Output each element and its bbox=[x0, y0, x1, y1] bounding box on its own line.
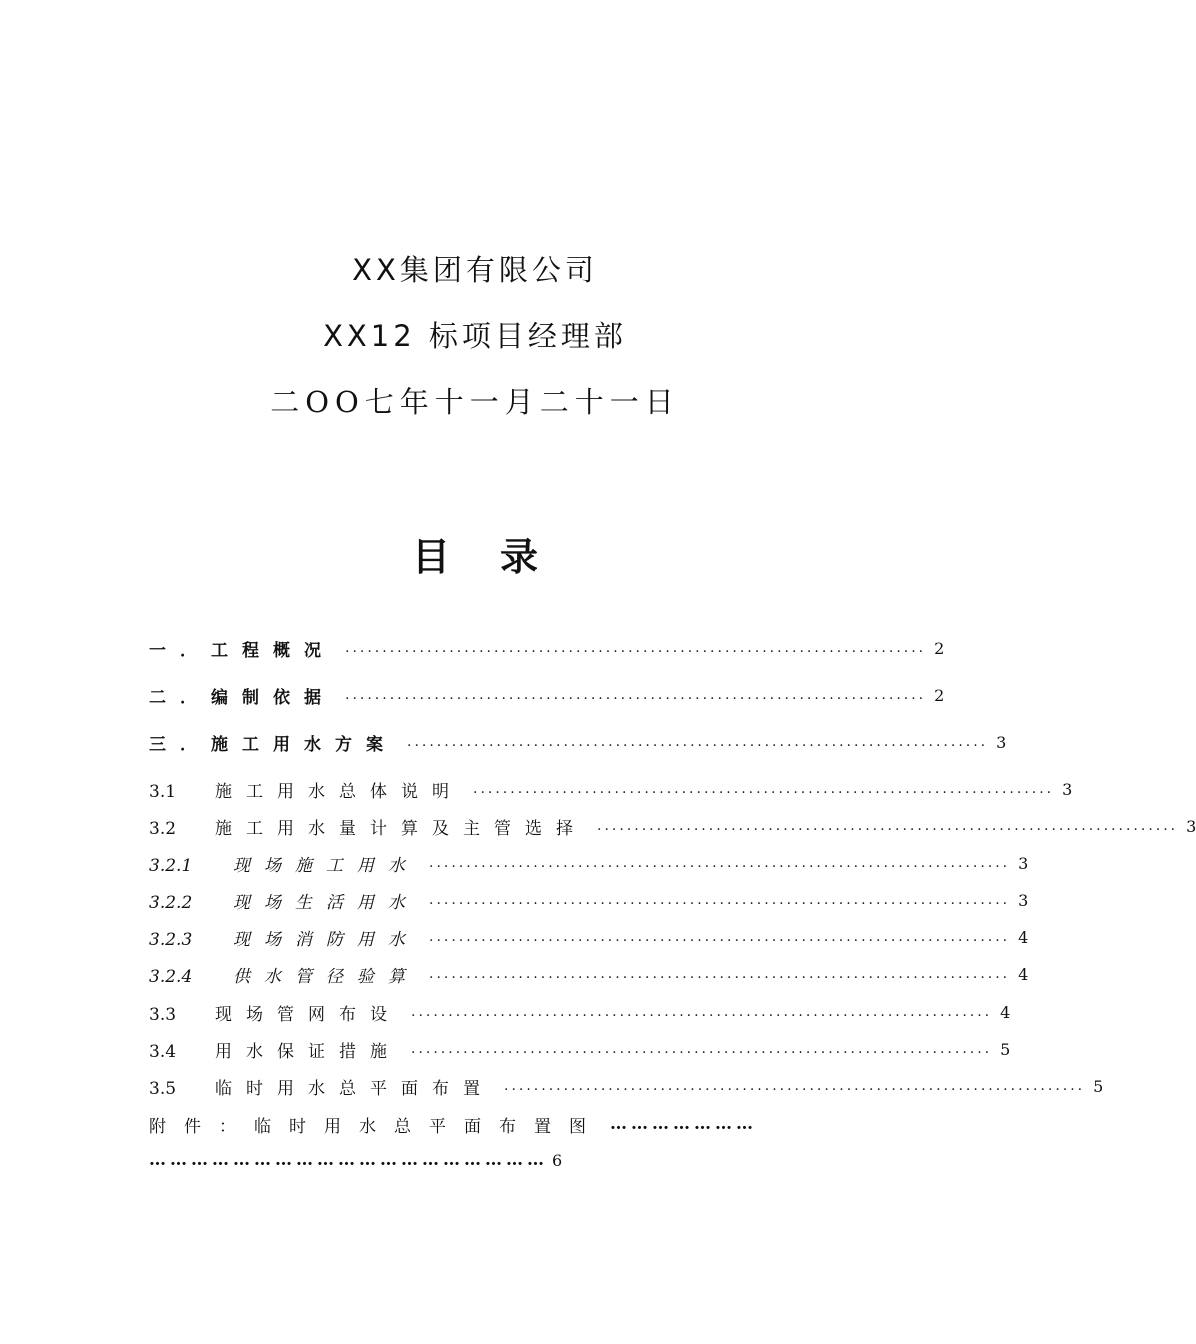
toc-page-number: 4 bbox=[1018, 964, 1029, 984]
toc-leader: .............................................................................. bbox=[411, 1004, 993, 1020]
toc-entry[interactable] bbox=[149, 681, 945, 709]
toc-page-number: 3 bbox=[1018, 890, 1029, 910]
toc-page-number: 3 bbox=[1018, 853, 1029, 873]
toc-page-number: 3 bbox=[1062, 779, 1073, 799]
toc-entry-label: 施工用水量计算及主管选择 bbox=[215, 818, 587, 839]
toc-entry[interactable] bbox=[149, 960, 1029, 988]
toc-entry-label: 用水保证措施 bbox=[215, 1041, 401, 1062]
toc-leader: .............................................................................. bbox=[345, 687, 927, 703]
toc-leader: .............................................................................. bbox=[429, 855, 1011, 871]
toc-entry-label: 现场生活用水 bbox=[233, 892, 419, 913]
toc-entry[interactable] bbox=[149, 998, 1011, 1026]
company-name: XX集团有限公司 bbox=[352, 253, 598, 287]
toc-entry-number: 3.2.1 bbox=[149, 855, 193, 876]
toc-leader: .............................................................................. bbox=[411, 1041, 993, 1057]
toc-entry[interactable] bbox=[149, 886, 1029, 914]
toc-entry-number: 3.4 bbox=[149, 1041, 177, 1062]
toc-entry-label: 供水管径验算 bbox=[233, 966, 419, 987]
toc-entry[interactable] bbox=[149, 634, 945, 662]
toc-entry-label: 二．编制依据 bbox=[149, 687, 335, 708]
toc-page-number: 3 bbox=[1186, 816, 1196, 836]
toc-entry-number: 3.3 bbox=[149, 1004, 177, 1025]
toc-entry[interactable] bbox=[149, 812, 1196, 840]
toc-entry[interactable] bbox=[149, 1035, 1011, 1063]
toc-leader: .............................................................................. bbox=[429, 966, 1011, 982]
toc-leader: ………………………………………………… bbox=[149, 1150, 548, 1170]
toc-entry-number: 3.5 bbox=[149, 1078, 177, 1099]
toc-entry-label: 现场管网布设 bbox=[215, 1004, 401, 1025]
toc-leader: .............................................................................. bbox=[345, 640, 927, 656]
toc-title: 目录 bbox=[411, 534, 588, 579]
toc-entry-label: 附件：临时用水总平面布置图 bbox=[149, 1116, 604, 1137]
document-date: 二OO七年十一月二十一日 bbox=[270, 385, 680, 419]
toc-attachment-continuation bbox=[149, 1146, 562, 1174]
toc-leader: .............................................................................. bbox=[429, 929, 1011, 945]
toc-entry-number: 3.1 bbox=[149, 781, 177, 802]
department-name: XX12 标项目经理部 bbox=[323, 319, 627, 353]
toc-attachment-entry[interactable] bbox=[149, 1110, 799, 1138]
toc-entry-label: 临时用水总平面布置 bbox=[215, 1078, 494, 1099]
toc-entry-number: 3.2.2 bbox=[149, 892, 193, 913]
toc-entry[interactable] bbox=[149, 728, 1007, 756]
toc-entry-number: 3.2.3 bbox=[149, 929, 193, 950]
toc-page-number: 4 bbox=[1000, 1002, 1011, 1022]
toc-page-number: 2 bbox=[934, 638, 945, 658]
toc-page-number: 5 bbox=[1093, 1076, 1104, 1096]
toc-entry-number: 3.2.4 bbox=[149, 966, 193, 987]
toc-entry-label: 现场施工用水 bbox=[233, 855, 419, 876]
toc-entry[interactable] bbox=[149, 1072, 1104, 1100]
toc-leader: ………………… bbox=[610, 1114, 757, 1134]
toc-page-number: 4 bbox=[1018, 927, 1029, 947]
toc-leader: .............................................................................. bbox=[473, 781, 1055, 797]
toc-page-number: 6 bbox=[552, 1150, 563, 1170]
toc-entry-label: 施工用水总体说明 bbox=[215, 781, 463, 802]
toc-entry-number: 3.2 bbox=[149, 818, 177, 839]
toc-page-number: 2 bbox=[934, 685, 945, 705]
toc-leader: .............................................................................. bbox=[597, 818, 1179, 834]
toc-entry[interactable] bbox=[149, 775, 1073, 803]
toc-entry-label: 三．施工用水方案 bbox=[149, 734, 397, 755]
toc-entry[interactable] bbox=[149, 849, 1029, 877]
toc-page-number: 5 bbox=[1000, 1039, 1011, 1059]
toc-entry-label: 一．工程概况 bbox=[149, 640, 335, 661]
toc-leader: .............................................................................. bbox=[407, 734, 989, 750]
toc-entry-label: 现场消防用水 bbox=[233, 929, 419, 950]
toc-leader: .............................................................................. bbox=[504, 1078, 1086, 1094]
toc-page-number: 3 bbox=[996, 732, 1007, 752]
toc-entry[interactable] bbox=[149, 923, 1029, 951]
toc-leader: .............................................................................. bbox=[429, 892, 1011, 908]
